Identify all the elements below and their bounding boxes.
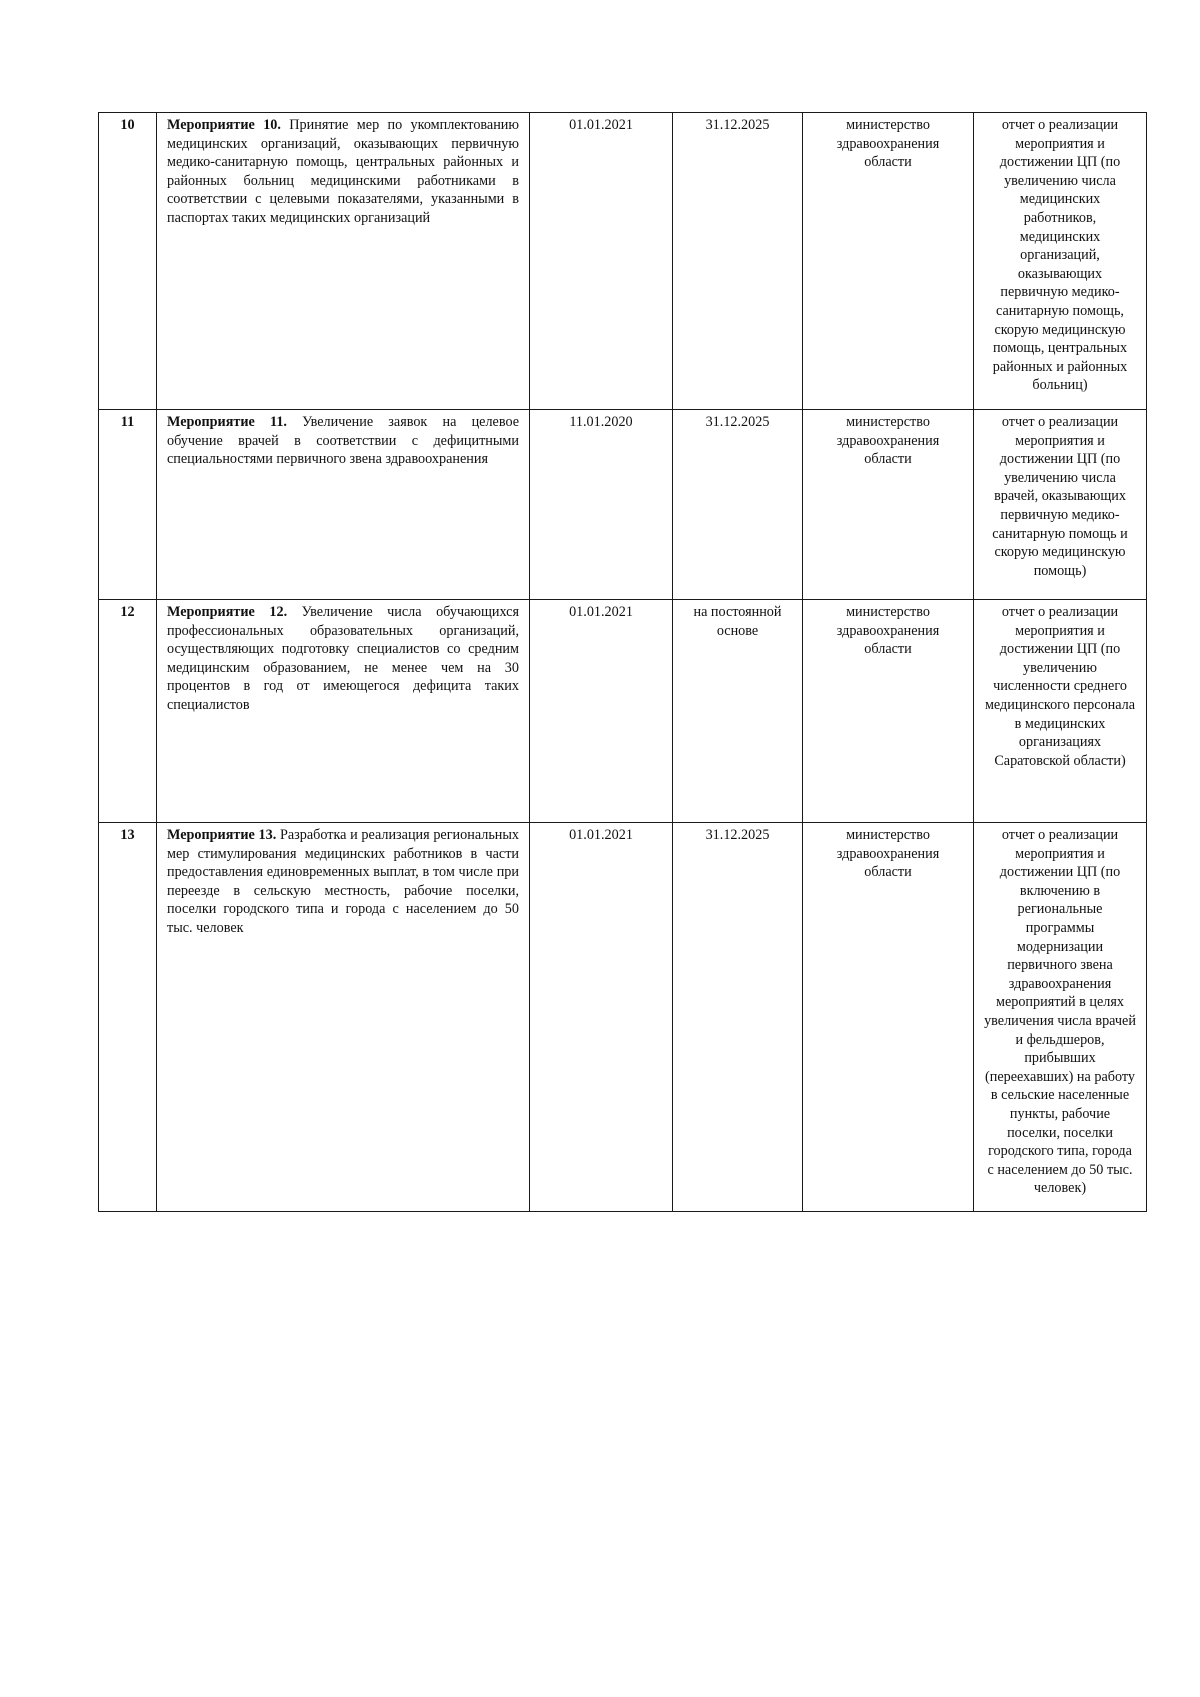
measure-description [157,600,530,823]
measure-label: Мероприятие 11. [167,414,287,430]
expected-result: отчет о реализации мероприятия и достижении ЦП (по увеличению численности среднего медицинского персонала в медицинских организациях Саратовской области) [974,600,1147,823]
measure-text: Увеличение числа обучающихся профессиональных образовательных организаций, осуществляющих подготовку специалистов со средним медицинским образованием, не менее чем на 30 процентов в год от имеющегося дефицита таких специалистов [167,604,520,713]
measure-text: Принятие мер по укомплектованию медицинских организаций, оказывающих первичную медико-санитарную помощь, центральных районных и районных больниц медицинскими работниками в соответствии с целевыми показателями, указанными в паспортах таких медицинских организаций [167,117,520,226]
measure-label: Мероприятие 13. [167,827,277,843]
end-date: 31.12.2025 [673,410,803,600]
measure-label: Мероприятие 12. [167,604,288,620]
end-date: 31.12.2025 [673,113,803,410]
start-date: 01.01.2021 [530,600,673,823]
expected-result: отчет о реализации мероприятия и достижении ЦП (по увеличению числа медицинских работников, медицинских организаций, оказывающих первичную медико-санитарную помощь, скорую медицинскую помощь, центральных районных и районных больниц) [974,113,1147,410]
table-row [99,410,1147,600]
expected-result: отчет о реализации мероприятия и достижении ЦП (по увеличению числа врачей, оказывающих первичную медико-санитарную помощь и скорую медицинскую помощь) [974,410,1147,600]
start-date: 01.01.2021 [530,113,673,410]
table-row [99,600,1147,823]
measure-text: Разработка и реализация региональных мер стимулирования медицинских работников в части предоставления единовременных выплат, в том числе при переезде в сельскую местность, рабочие поселки, поселки городского типа и города с населением до 50 тыс. человек [167,827,520,936]
end-date: 31.12.2025 [673,823,803,1212]
measure-label: Мероприятие 10. [167,117,281,133]
row-number: 10 [99,113,157,410]
measure-text: Увеличение заявок на целевое обучение врачей в соответствии с дефицитными специальностями первичного звена здравоохранения [167,414,520,468]
measures-table [98,112,1147,1212]
executor: министерство здравоохранения области [803,600,974,823]
executor: министерство здравоохранения области [803,113,974,410]
expected-result: отчет о реализации мероприятия и достижении ЦП (по включению в региональные программы модернизации первичного звена здравоохранения мероприятий в целях увеличения числа врачей и фельдшеров, прибывших (переехавших) на работу в сельские населенные пункты, рабочие поселки, поселки городского типа, города с населением до 50 тыс. человек) [974,823,1147,1212]
measure-description [157,113,530,410]
executor: министерство здравоохранения области [803,410,974,600]
row-number: 12 [99,600,157,823]
table-row [99,823,1147,1212]
table-row [99,113,1147,410]
start-date: 11.01.2020 [530,410,673,600]
measure-description [157,410,530,600]
measure-description [157,823,530,1212]
row-number: 11 [99,410,157,600]
row-number: 13 [99,823,157,1212]
executor: министерство здравоохранения области [803,823,974,1212]
end-date: на постоянной основе [673,600,803,823]
start-date: 01.01.2021 [530,823,673,1212]
